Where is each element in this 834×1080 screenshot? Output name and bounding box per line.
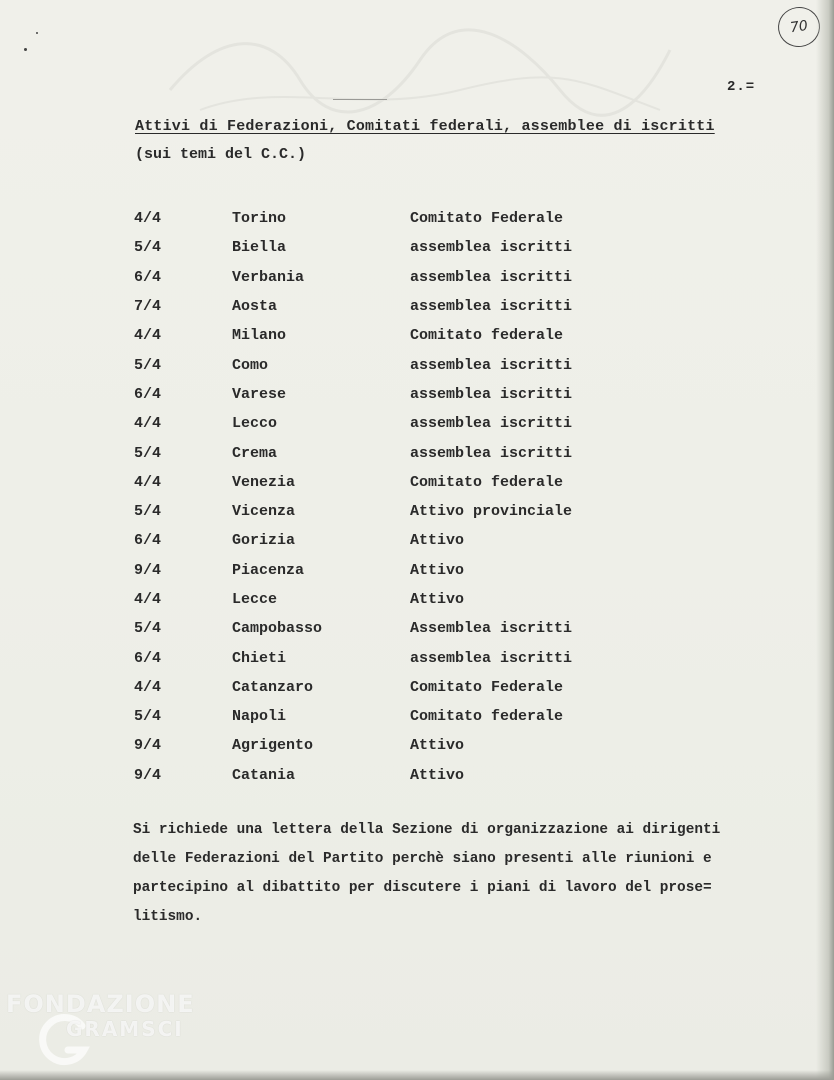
meeting-type: assemblea iscritti	[410, 649, 573, 667]
speck	[36, 32, 38, 34]
divider	[333, 99, 387, 100]
meeting-city: Milano	[232, 327, 287, 345]
meeting-type: Assemblea iscritti	[410, 620, 573, 638]
paragraph-line: delle Federazioni del Partito perchè siano presenti alle riunioni e	[133, 851, 712, 867]
list-item	[134, 702, 572, 731]
meeting-date: 4/4	[134, 415, 162, 433]
meeting-date: 5/4	[134, 356, 162, 374]
meeting-date: 4/4	[134, 210, 162, 228]
logo-text-gramsci: GRAMSCI	[66, 1017, 184, 1041]
meeting-city: Piacenza	[232, 561, 305, 579]
list-item	[134, 292, 572, 321]
list-item	[134, 438, 572, 467]
meeting-type: assemblea iscritti	[410, 385, 573, 403]
list-item	[134, 321, 572, 350]
list-item	[134, 468, 572, 497]
meeting-city: Lecce	[232, 591, 278, 608]
page-edge	[0, 1070, 834, 1080]
document-subheading: (sui temi del C.C.)	[135, 146, 307, 163]
paragraph-line: litismo.	[133, 909, 203, 925]
logo-text-fondazione: FONDAZIONE	[6, 990, 195, 1018]
list-item	[134, 585, 572, 614]
meeting-city: Venezia	[232, 473, 296, 491]
meeting-date: 4/4	[134, 327, 162, 345]
list-item	[134, 380, 572, 409]
meeting-city: Varese	[232, 385, 287, 403]
meeting-date: 5/4	[134, 620, 162, 638]
meeting-date: 5/4	[134, 708, 162, 726]
list-item	[134, 526, 572, 555]
paragraph-line: partecipino al dibattito per discutere i piani di lavoro del prose=	[133, 880, 712, 896]
meeting-type: assemblea iscritti	[410, 239, 573, 257]
meeting-type: Attivo	[410, 532, 465, 550]
meeting-city: Lecco	[232, 415, 278, 433]
meeting-date: 6/4	[134, 532, 162, 550]
page-number: 2.=	[727, 79, 756, 95]
fondazione-gramsci-logo	[6, 990, 216, 1070]
meeting-city: Crema	[232, 444, 278, 462]
meeting-date: 9/4	[134, 737, 162, 755]
paragraph-line: Si richiede una lettera della Sezione di organizzazione ai dirigenti	[133, 822, 721, 838]
page-edge	[816, 0, 834, 1080]
meeting-city: Catanzaro	[232, 678, 314, 696]
list-item	[134, 233, 572, 262]
list-item	[134, 497, 572, 526]
meeting-city: Torino	[232, 210, 287, 228]
list-item	[134, 350, 572, 379]
meeting-type: Comitato federale	[410, 327, 564, 345]
meeting-city: Napoli	[232, 708, 287, 726]
meeting-date: 4/4	[134, 591, 162, 608]
meeting-city: Como	[232, 356, 269, 374]
request-paragraph	[133, 816, 823, 932]
meeting-type: Comitato federale	[410, 473, 564, 491]
list-item	[134, 614, 572, 643]
meeting-type: assemblea iscritti	[410, 444, 573, 462]
list-item	[134, 673, 572, 702]
stamp-number: 70	[789, 17, 809, 37]
meeting-date: 4/4	[134, 678, 162, 696]
document-heading: Attivi di Federazioni, Comitati federali, assemblee di iscritti	[135, 118, 715, 135]
list-item	[134, 556, 572, 585]
meeting-date: 6/4	[134, 268, 162, 286]
meeting-type: Attivo	[410, 766, 465, 784]
meeting-date: 5/4	[134, 239, 162, 257]
meeting-city: Vicenza	[232, 503, 296, 521]
list-item	[134, 263, 572, 292]
meeting-type: Attivo	[410, 737, 465, 755]
list-item	[134, 643, 572, 672]
meeting-city: Verbania	[232, 268, 305, 286]
meeting-city: Gorizia	[232, 532, 296, 550]
meeting-city: Agrigento	[232, 737, 314, 755]
meeting-type: Attivo provinciale	[410, 503, 573, 521]
meeting-city: Aosta	[232, 298, 278, 316]
meeting-type: assemblea iscritti	[410, 298, 573, 316]
meeting-type: assemblea iscritti	[410, 268, 573, 286]
list-item	[134, 761, 572, 790]
list-item	[134, 731, 572, 760]
meeting-type: Attivo	[410, 591, 465, 608]
meeting-type: Comitato Federale	[410, 210, 564, 228]
meeting-date: 6/4	[134, 649, 162, 667]
meeting-city: Campobasso	[232, 620, 323, 638]
watermark-icon	[160, 20, 680, 130]
meeting-city: Chieti	[232, 649, 287, 667]
meeting-date: 9/4	[134, 766, 162, 784]
meeting-city: Biella	[232, 239, 287, 257]
meeting-date: 9/4	[134, 561, 162, 579]
meeting-type: Comitato Federale	[410, 678, 564, 696]
speck	[24, 48, 27, 51]
list-item	[134, 409, 572, 438]
meetings-list	[134, 204, 572, 790]
meeting-date: 6/4	[134, 385, 162, 403]
meeting-type: assemblea iscritti	[410, 415, 573, 433]
meeting-date: 5/4	[134, 503, 162, 521]
list-item	[134, 204, 572, 233]
meeting-date: 7/4	[134, 298, 162, 316]
meeting-type: Comitato federale	[410, 708, 564, 726]
meeting-city: Catania	[232, 766, 296, 784]
meeting-type: Attivo	[410, 561, 465, 579]
meeting-date: 4/4	[134, 473, 162, 491]
meeting-date: 5/4	[134, 444, 162, 462]
meeting-type: assemblea iscritti	[410, 356, 573, 374]
